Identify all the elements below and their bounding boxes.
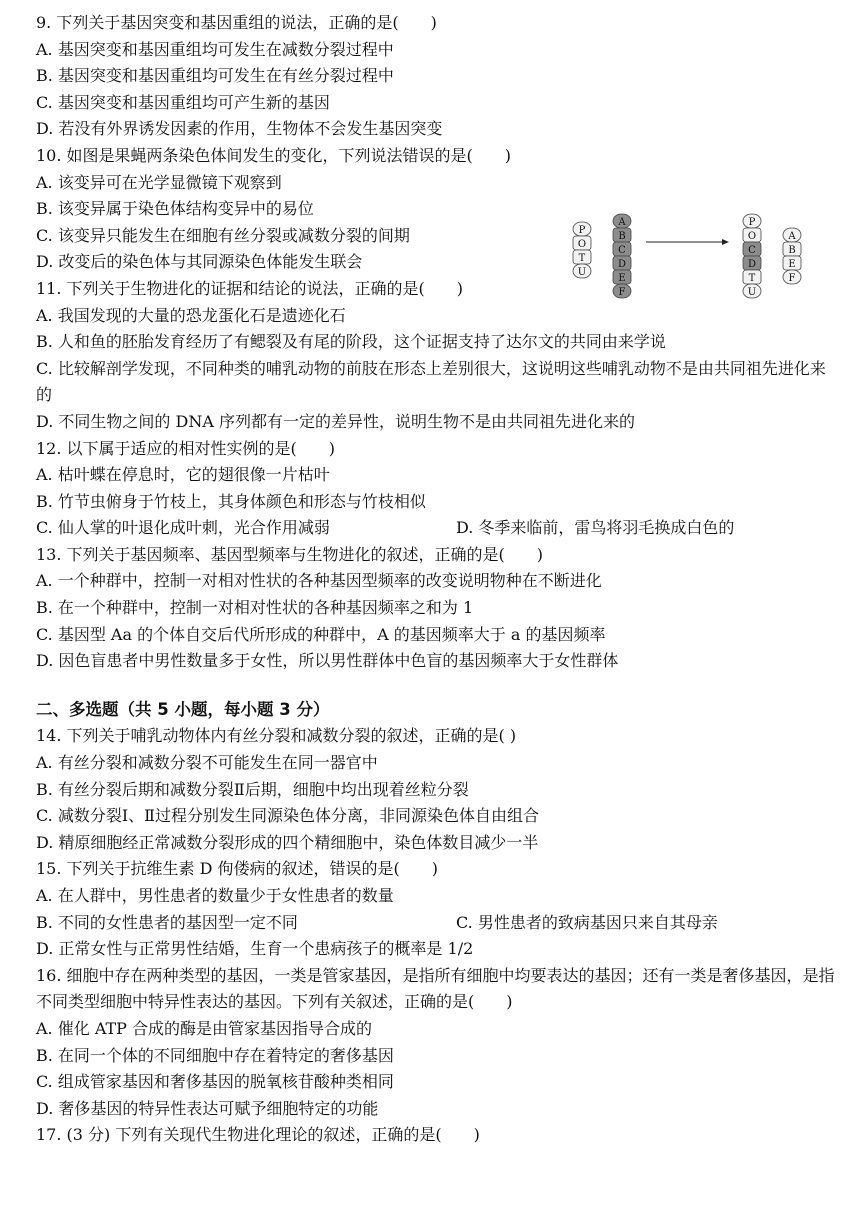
option-a: A. 在人群中，男性患者的数量少于女性患者的数量 bbox=[36, 886, 394, 905]
option-a: A. 该变异可在光学显微镜下观察到 bbox=[36, 172, 282, 192]
question-16 bbox=[36, 963, 836, 1123]
segment-label: T bbox=[748, 273, 756, 284]
segment-label: B bbox=[618, 231, 626, 242]
question-stem: 15. 下列关于抗维生素 D 佝偻病的叙述，错误的是( ) bbox=[36, 859, 439, 879]
exam-page bbox=[36, 10, 836, 1149]
option-c: C. 男性患者的致病基因只来自其母亲 bbox=[456, 912, 718, 932]
question-12 bbox=[36, 436, 836, 542]
segment-label: C bbox=[618, 245, 626, 256]
option-c: C. 组成管家基因和奢侈基因的脱氧核苷酸种类相同 bbox=[36, 1072, 394, 1092]
option-b: B. 有丝分裂后期和减数分裂Ⅱ后期，细胞中均出现着丝粒分裂 bbox=[36, 779, 469, 799]
question-stem: 11. 下列关于生物进化的证据和结论的说法，正确的是( ) bbox=[36, 278, 464, 298]
question-stem: 14. 下列关于哺乳动物体内有丝分裂和减数分裂的叙述，正确的是( ) bbox=[36, 726, 517, 746]
segment-label: B bbox=[788, 245, 796, 256]
option-d: D. 不同生物之间的 DNA 序列都有一定的差异性，说明生物不是由共同祖先进化来的 bbox=[36, 411, 635, 431]
chromosome-abef bbox=[783, 228, 801, 284]
option-d: D. 正常女性与正常男性结婚，生育一个患病孩子的概率是 1/2 bbox=[36, 939, 474, 959]
option-b: B. 在一个种群中，控制一对相对性状的各种基因频率之和为 1 bbox=[36, 598, 474, 618]
question-15 bbox=[36, 856, 836, 962]
segment-label: E bbox=[618, 273, 626, 284]
option-c: C. 比较解剖学发现，不同种类的哺乳动物的前肢在形态上差别很大，这说明这些哺乳动物不是由共同祖先进化来的 bbox=[36, 358, 826, 405]
question-stem: 16. 细胞中存在两种类型的基因，一类是管家基因，是指所有细胞中均要表达的基因；还有一类是奢侈基因，是指不同类型细胞中特异性表达的基因。下列有关叙述，正确的是( ) bbox=[36, 965, 835, 1012]
segment-label: O bbox=[747, 231, 757, 242]
option-c: C. 仙人掌的叶退化成叶刺，光合作用减弱 bbox=[36, 518, 330, 538]
option-a: A. 有丝分裂和减数分裂不可能发生在同一器官中 bbox=[36, 753, 378, 773]
options-cd-row bbox=[36, 515, 836, 542]
question-17 bbox=[36, 1122, 836, 1149]
option-d: D. 冬季来临前，雷鸟将羽毛换成白色的 bbox=[456, 518, 735, 538]
option-d: D. 改变后的染色体与其同源染色体能发生联会 bbox=[36, 252, 363, 272]
segment-label: F bbox=[618, 287, 626, 298]
segment-label: U bbox=[747, 287, 757, 298]
question-stem: 10. 如图是果蝇两条染色体间发生的变化，下列说法错误的是( ) bbox=[36, 145, 512, 165]
segment-label: C bbox=[748, 245, 756, 256]
segment-label: E bbox=[788, 259, 796, 270]
question-13 bbox=[36, 542, 836, 675]
option-b: B. 人和鱼的胚胎发育经历了有鳃裂及有尾的阶段，这个证据支持了达尔文的共同由来学说 bbox=[36, 332, 666, 352]
option-d: D. 因色盲患者中男性数量多于女性，所以男性群体中色盲的基因频率大于女性群体 bbox=[36, 651, 619, 671]
option-a: A. 基因突变和基因重组均可发生在减数分裂过程中 bbox=[36, 39, 394, 59]
option-a: A. 枯叶蝶在停息时，它的翅很像一片枯叶 bbox=[36, 465, 330, 485]
option-c: C. 基因突变和基因重组均可产生新的基因 bbox=[36, 92, 330, 112]
section-heading: 二、多选题（共 5 小题，每小题 3 分） bbox=[36, 699, 330, 719]
segment-label: P bbox=[578, 225, 586, 236]
segment-label: D bbox=[747, 259, 757, 270]
question-stem: 13. 下列关于基因频率、基因型频率与生物进化的叙述，正确的是( ) bbox=[36, 544, 544, 564]
option-a: A. 我国发现的大量的恐龙蛋化石是遗迹化石 bbox=[36, 305, 346, 325]
segment-label: O bbox=[577, 239, 587, 250]
segment-label: A bbox=[618, 217, 626, 228]
segment-label: T bbox=[578, 253, 586, 264]
option-c: C. 减数分裂Ⅰ、Ⅱ过程分别发生同源染色体分离，非同源染色体自由组合 bbox=[36, 806, 540, 826]
options-bc-row bbox=[36, 910, 836, 937]
option-d: D. 奢侈基因的特异性表达可赋予细胞特定的功能 bbox=[36, 1098, 379, 1118]
option-d: D. 精原细胞经正常减数分裂形成的四个精细胞中，染色体数目减少一半 bbox=[36, 832, 539, 852]
option-b: B. 在同一个体的不同细胞中存在着特定的奢侈基因 bbox=[36, 1045, 394, 1065]
segment-label: F bbox=[788, 273, 796, 284]
chromosome-potu bbox=[573, 222, 591, 278]
option-d: D. 若没有外界诱发因素的作用，生物体不会发生基因突变 bbox=[36, 119, 443, 139]
option-c: C. 基因型 Aa 的个体自交后代所形成的种群中，A 的基因频率大于 a 的基因频率 bbox=[36, 624, 606, 644]
segment-label: P bbox=[748, 217, 756, 228]
option-a: A. 催化 ATP 合成的酶是由管家基因指导合成的 bbox=[36, 1018, 373, 1038]
chromosome-abcdef bbox=[613, 214, 631, 298]
chromosome-translocation-figure bbox=[562, 210, 812, 300]
option-b: B. 不同的女性患者的基因型一定不同 bbox=[36, 912, 298, 932]
question-stem: 17. (3 分) 下列有关现代生物进化理论的叙述，正确的是( ) bbox=[36, 1125, 480, 1145]
option-b: B. 竹节虫俯身于竹枝上，其身体颜色和形态与竹枝相似 bbox=[36, 491, 426, 511]
question-stem: 9. 下列关于基因突变和基因重组的说法，正确的是( ) bbox=[36, 13, 437, 32]
arrow-icon bbox=[646, 239, 729, 245]
question-14 bbox=[36, 723, 836, 856]
question-9 bbox=[36, 10, 836, 143]
question-stem: 12. 以下属于适应的相对性实例的是( ) bbox=[36, 438, 336, 458]
segment-label: U bbox=[577, 267, 587, 278]
chromosome-pocdtu bbox=[743, 214, 761, 298]
option-c: C. 该变异只能发生在细胞有丝分裂或减数分裂的间期 bbox=[36, 225, 410, 245]
segment-label: A bbox=[788, 231, 796, 242]
segment-label: D bbox=[617, 259, 627, 270]
option-b: B. 基因突变和基因重组均可发生在有丝分裂过程中 bbox=[36, 66, 394, 86]
option-a: A. 一个种群中，控制一对相对性状的各种基因型频率的改变说明物种在不断进化 bbox=[36, 571, 602, 591]
option-b: B. 该变异属于染色体结构变异中的易位 bbox=[36, 199, 314, 219]
